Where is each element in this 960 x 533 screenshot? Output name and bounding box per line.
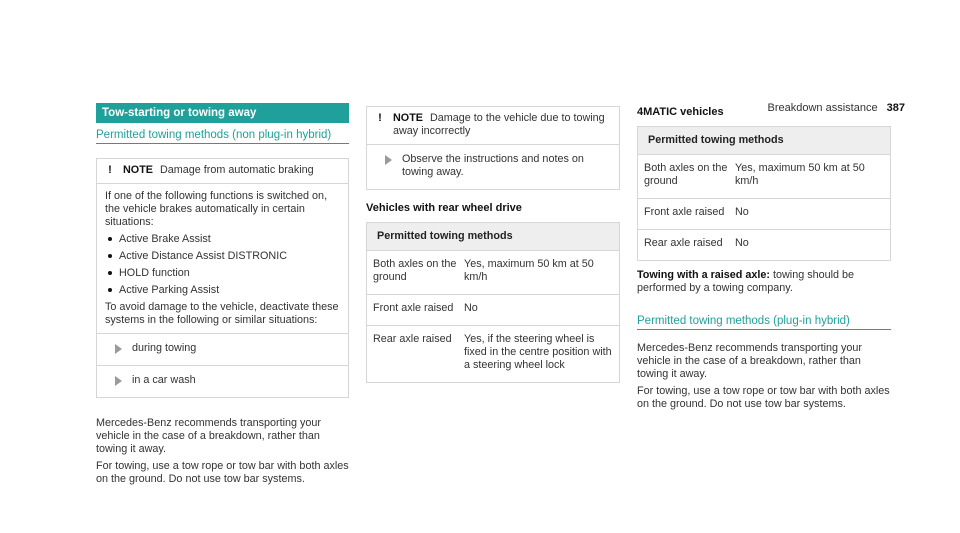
heading-rear-wheel-drive: Vehicles with rear wheel drive — [366, 202, 522, 214]
towing-table-rwd — [366, 222, 620, 383]
subheading-plug-in-hybrid: Permitted towing methods (plug-in hybrid) — [637, 315, 891, 330]
list-item: Active Parking Assist — [105, 284, 340, 297]
note-title: Damage from automatic braking — [160, 164, 314, 176]
action-text: in a car wash — [132, 374, 196, 386]
action-arrow-icon — [385, 155, 392, 165]
section-bar-tow-starting: Tow-starting or towing away — [96, 103, 349, 123]
note-body — [97, 184, 348, 333]
paragraph: Mercedes-Benz recommends transporting your vehicle in the case of a breakdown, rather than towing it away. — [96, 417, 322, 455]
note-box-towing-damage — [366, 106, 620, 190]
paragraph-block — [96, 417, 349, 486]
action-arrow-icon — [115, 344, 122, 354]
paragraph: For towing, use a tow rope or tow bar with both axles on the ground. Do not use tow bar systems. — [637, 385, 890, 410]
table-row — [367, 325, 619, 382]
raised-axle-note — [637, 269, 891, 295]
raised-axle-label: Towing with a raised axle: — [637, 269, 770, 281]
warning-icon: ! — [375, 112, 385, 124]
warning-icon: ! — [105, 164, 115, 176]
towing-table-4matic — [637, 126, 891, 261]
action-row — [97, 333, 348, 365]
raised-axle-text: towing should be performed by a towing company. — [637, 269, 855, 294]
table-cell-value: Yes, maximum 50 km at 50 km/h — [464, 258, 594, 283]
list-item: HOLD function — [105, 267, 340, 280]
table-cell-label: Front axle raised — [373, 302, 454, 314]
table-row — [638, 229, 890, 260]
action-row — [97, 365, 348, 397]
note-title: Damage to the vehicle due to towing away incorrectly — [393, 112, 605, 137]
function-list — [105, 233, 340, 297]
table-header: Permitted towing methods — [367, 223, 619, 250]
paragraph: Mercedes-Benz recommends transporting your vehicle in the case of a breakdown, rather than towing it away. — [637, 342, 863, 380]
note-header — [367, 107, 619, 145]
note-intro: If one of the following functions is switched on, the vehicle brakes automatically in certain situations: — [105, 190, 328, 228]
page-number: 387 — [886, 102, 905, 114]
table-cell-value: Yes, maximum 50 km at 50 km/h — [735, 162, 865, 187]
note-header — [97, 159, 348, 184]
action-row — [367, 145, 619, 189]
table-cell-label: Rear axle raised — [373, 333, 452, 345]
note-label: NOTE — [123, 164, 153, 176]
list-item: Active Distance Assist DISTRONIC — [105, 250, 340, 263]
table-cell-label: Front axle raised — [644, 206, 725, 218]
table-header: Permitted towing methods — [638, 127, 890, 154]
column-2 — [366, 106, 620, 383]
table-row — [638, 198, 890, 229]
table-cell-value: No — [735, 206, 749, 218]
note-box-automatic-braking — [96, 158, 349, 398]
table-cell-label: Both axles on the ground — [373, 258, 457, 283]
table-row — [638, 154, 890, 198]
column-3 — [637, 106, 891, 415]
heading-4matic: 4MATIC vehicles — [637, 106, 724, 118]
list-item: Active Brake Assist — [105, 233, 340, 246]
note-label: NOTE — [393, 112, 423, 124]
note-outro: To avoid damage to the vehicle, deactivate these systems in the following or similar situations: — [105, 301, 339, 326]
table-cell-value: No — [464, 302, 478, 314]
table-cell-label: Rear axle raised — [644, 237, 723, 249]
table-row — [367, 250, 619, 294]
action-text: during towing — [132, 342, 197, 354]
action-text: Observe the instructions and notes on towing away. — [402, 153, 584, 178]
table-cell-value: No — [735, 237, 749, 249]
table-cell-value: Yes, if the steering wheel is fixed in the centre position with a steering wheel lock — [464, 333, 612, 371]
paragraph-block — [637, 342, 891, 411]
action-arrow-icon — [115, 376, 122, 386]
column-1 — [96, 103, 349, 490]
paragraph: For towing, use a tow rope or tow bar with both axles on the ground. Do not use tow bar systems. — [96, 460, 349, 485]
table-row — [367, 294, 619, 325]
section-title: Breakdown assistance — [767, 102, 878, 114]
subheading-non-hybrid: Permitted towing methods (non plug-in hybrid) — [96, 129, 349, 144]
table-cell-label: Both axles on the ground — [644, 162, 728, 187]
